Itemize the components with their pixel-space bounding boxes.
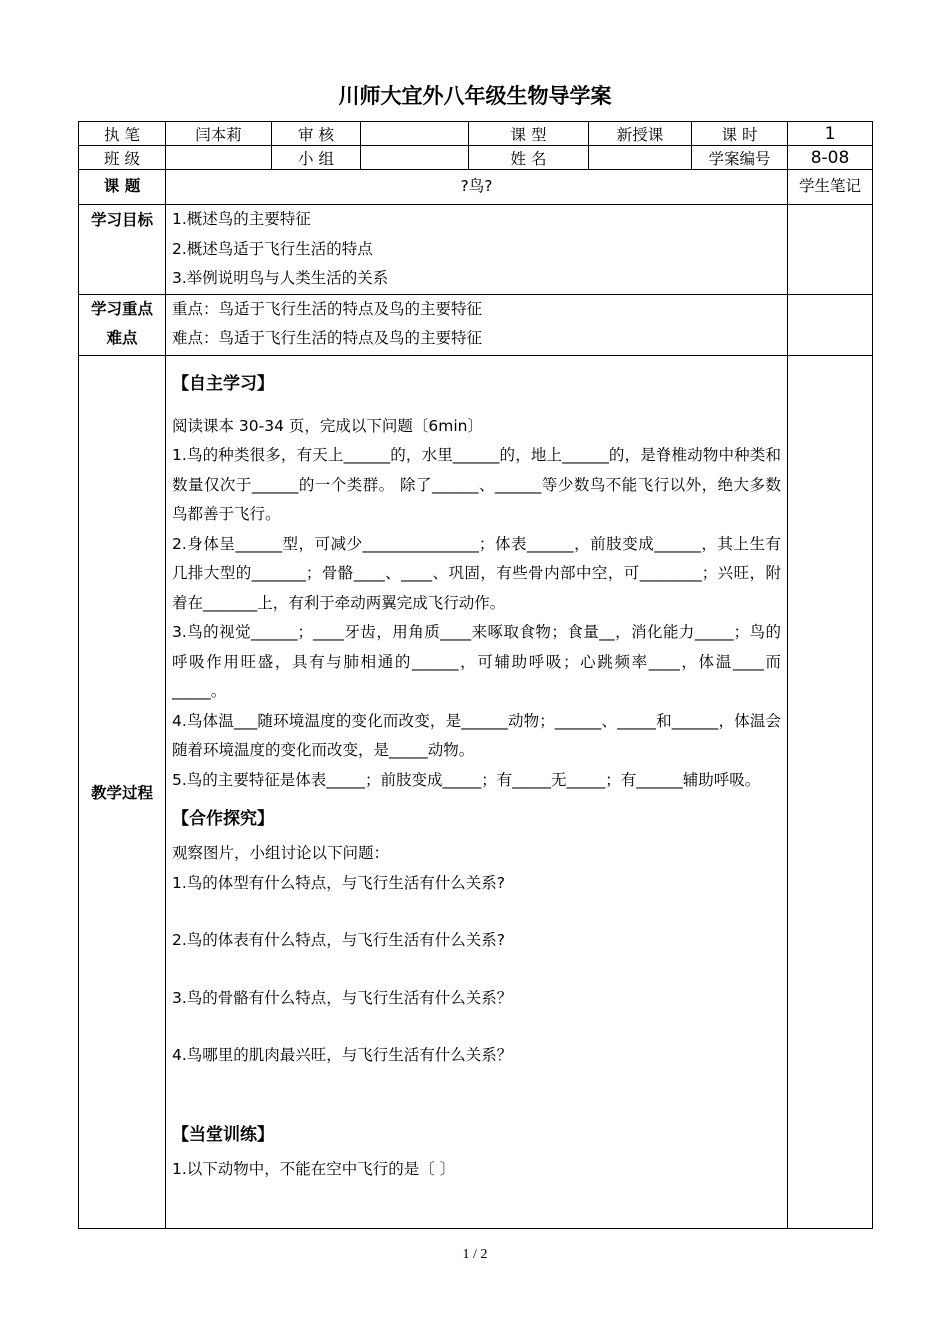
goals-content (166, 205, 788, 295)
topic-value: ?鸟? (166, 170, 788, 205)
page-title: 川师大宜外八年级生物导学案 (338, 84, 612, 108)
notes-cell (788, 294, 873, 355)
code-label: 学案编号 (692, 146, 788, 170)
coop-intro: 观察图片，小组讨论以下问题： (172, 844, 390, 862)
group-value (361, 146, 469, 170)
keypoints-content (166, 294, 788, 355)
notes-cell (788, 205, 873, 295)
topic-label: 课 题 (79, 170, 166, 205)
goals-row (79, 205, 873, 295)
coop-title: 【合作探究】 (172, 809, 274, 829)
code-value: 8-08 (788, 146, 873, 170)
self-study-intro: 阅读课本 30-34 页，完成以下问题〔6min〕 (172, 416, 483, 435)
training-title: 【当堂训练】 (172, 1124, 274, 1145)
author-value: 闫本莉 (166, 122, 272, 146)
question-4: 4.鸟体温___随环境温度的变化而改变，是______动物；______、_____和______，体温会随着环境温度的变化而改变，是_____动物。 (172, 711, 781, 759)
keypoints-label-1: 学习重点 (90, 299, 153, 318)
question-2: 2.身体呈______型，可减少_______________；体表______，前肢变成______，其上生有几排大型的_______；骨骼____、____、巩固，有些骨内部中空，可________；兴旺，附着在_______上，有利于牵动两翼完成飞行动作。 (172, 534, 781, 612)
notes-cell (788, 355, 873, 1228)
topic-row (79, 170, 873, 205)
question-3: 3.鸟的视觉______；____牙齿，用角质____来啄取食物；食量__，消化能力_____；鸟的呼吸作用旺盛，具有与肺相通的______，可辅助呼吸；心跳频率____，体温____而_____。 (172, 623, 781, 700)
coop-question-1: 1.鸟的体型有什么特点，与飞行生活有什么关系? (172, 873, 506, 892)
goal-item: 3.举例说明鸟与人类生活的关系 (172, 269, 389, 287)
group-label: 小 组 (272, 146, 361, 170)
name-label: 姓 名 (469, 146, 589, 170)
author-label: 执 笔 (79, 122, 166, 146)
review-label: 审 核 (272, 122, 361, 146)
keypoints-label (79, 294, 166, 355)
key-point: 重点：鸟适于飞行生活的特点及鸟的主要特征 (172, 299, 483, 318)
goals-label: 学习目标 (79, 205, 166, 295)
process-row (79, 355, 873, 1228)
hours-value: 1 (788, 122, 873, 146)
review-value (361, 122, 469, 146)
type-value: 新授课 (589, 122, 692, 146)
goal-item: 2.概述鸟适于飞行生活的特点 (172, 239, 373, 258)
process-label: 教学过程 (79, 355, 166, 1228)
hours-label: 课 时 (692, 122, 788, 146)
question-5: 5.鸟的主要特征是体表_____；前肢变成_____；有_____无_____；有______辅助呼吸。 (172, 770, 761, 789)
notes-label: 学生笔记 (788, 170, 873, 205)
self-study-title: 【自主学习】 (172, 373, 274, 394)
process-content (166, 355, 788, 1228)
class-value (166, 146, 272, 170)
keypoints-label-2: 难点 (106, 329, 138, 347)
header-row-2 (79, 146, 873, 170)
type-label: 课 型 (469, 122, 589, 146)
coop-question-3: 3.鸟的骨骼有什么特点，与飞行生活有什么关系？ (172, 988, 513, 1007)
goal-item: 1.概述鸟的主要特征 (172, 210, 311, 228)
difficult-point: 难点：鸟适于飞行生活的特点及鸟的主要特征 (172, 329, 483, 347)
coop-question-2: 2.鸟的体表有什么特点，与飞行生活有什么关系? (172, 931, 506, 949)
page-number: 1 / 2 (462, 1247, 488, 1262)
keypoints-row (79, 294, 873, 355)
name-value (589, 146, 692, 170)
question-1: 1.鸟的种类很多，有天上______的，水里______的，地上______的，是脊椎动物中种类和数量仅次于______的一个类群。 除了______、______等少数鸟不能飞行以外，绝大多数鸟都善于飞行。 (172, 446, 781, 523)
header-row-1 (79, 122, 873, 146)
coop-question-4: 4.鸟哪里的肌肉最兴旺，与飞行生活有什么关系？ (172, 1046, 513, 1064)
class-label: 班 级 (79, 146, 166, 170)
study-guide-table (78, 121, 873, 1229)
training-question-1: 1.以下动物中，不能在空中飞行的是〔 〕 (172, 1159, 456, 1178)
